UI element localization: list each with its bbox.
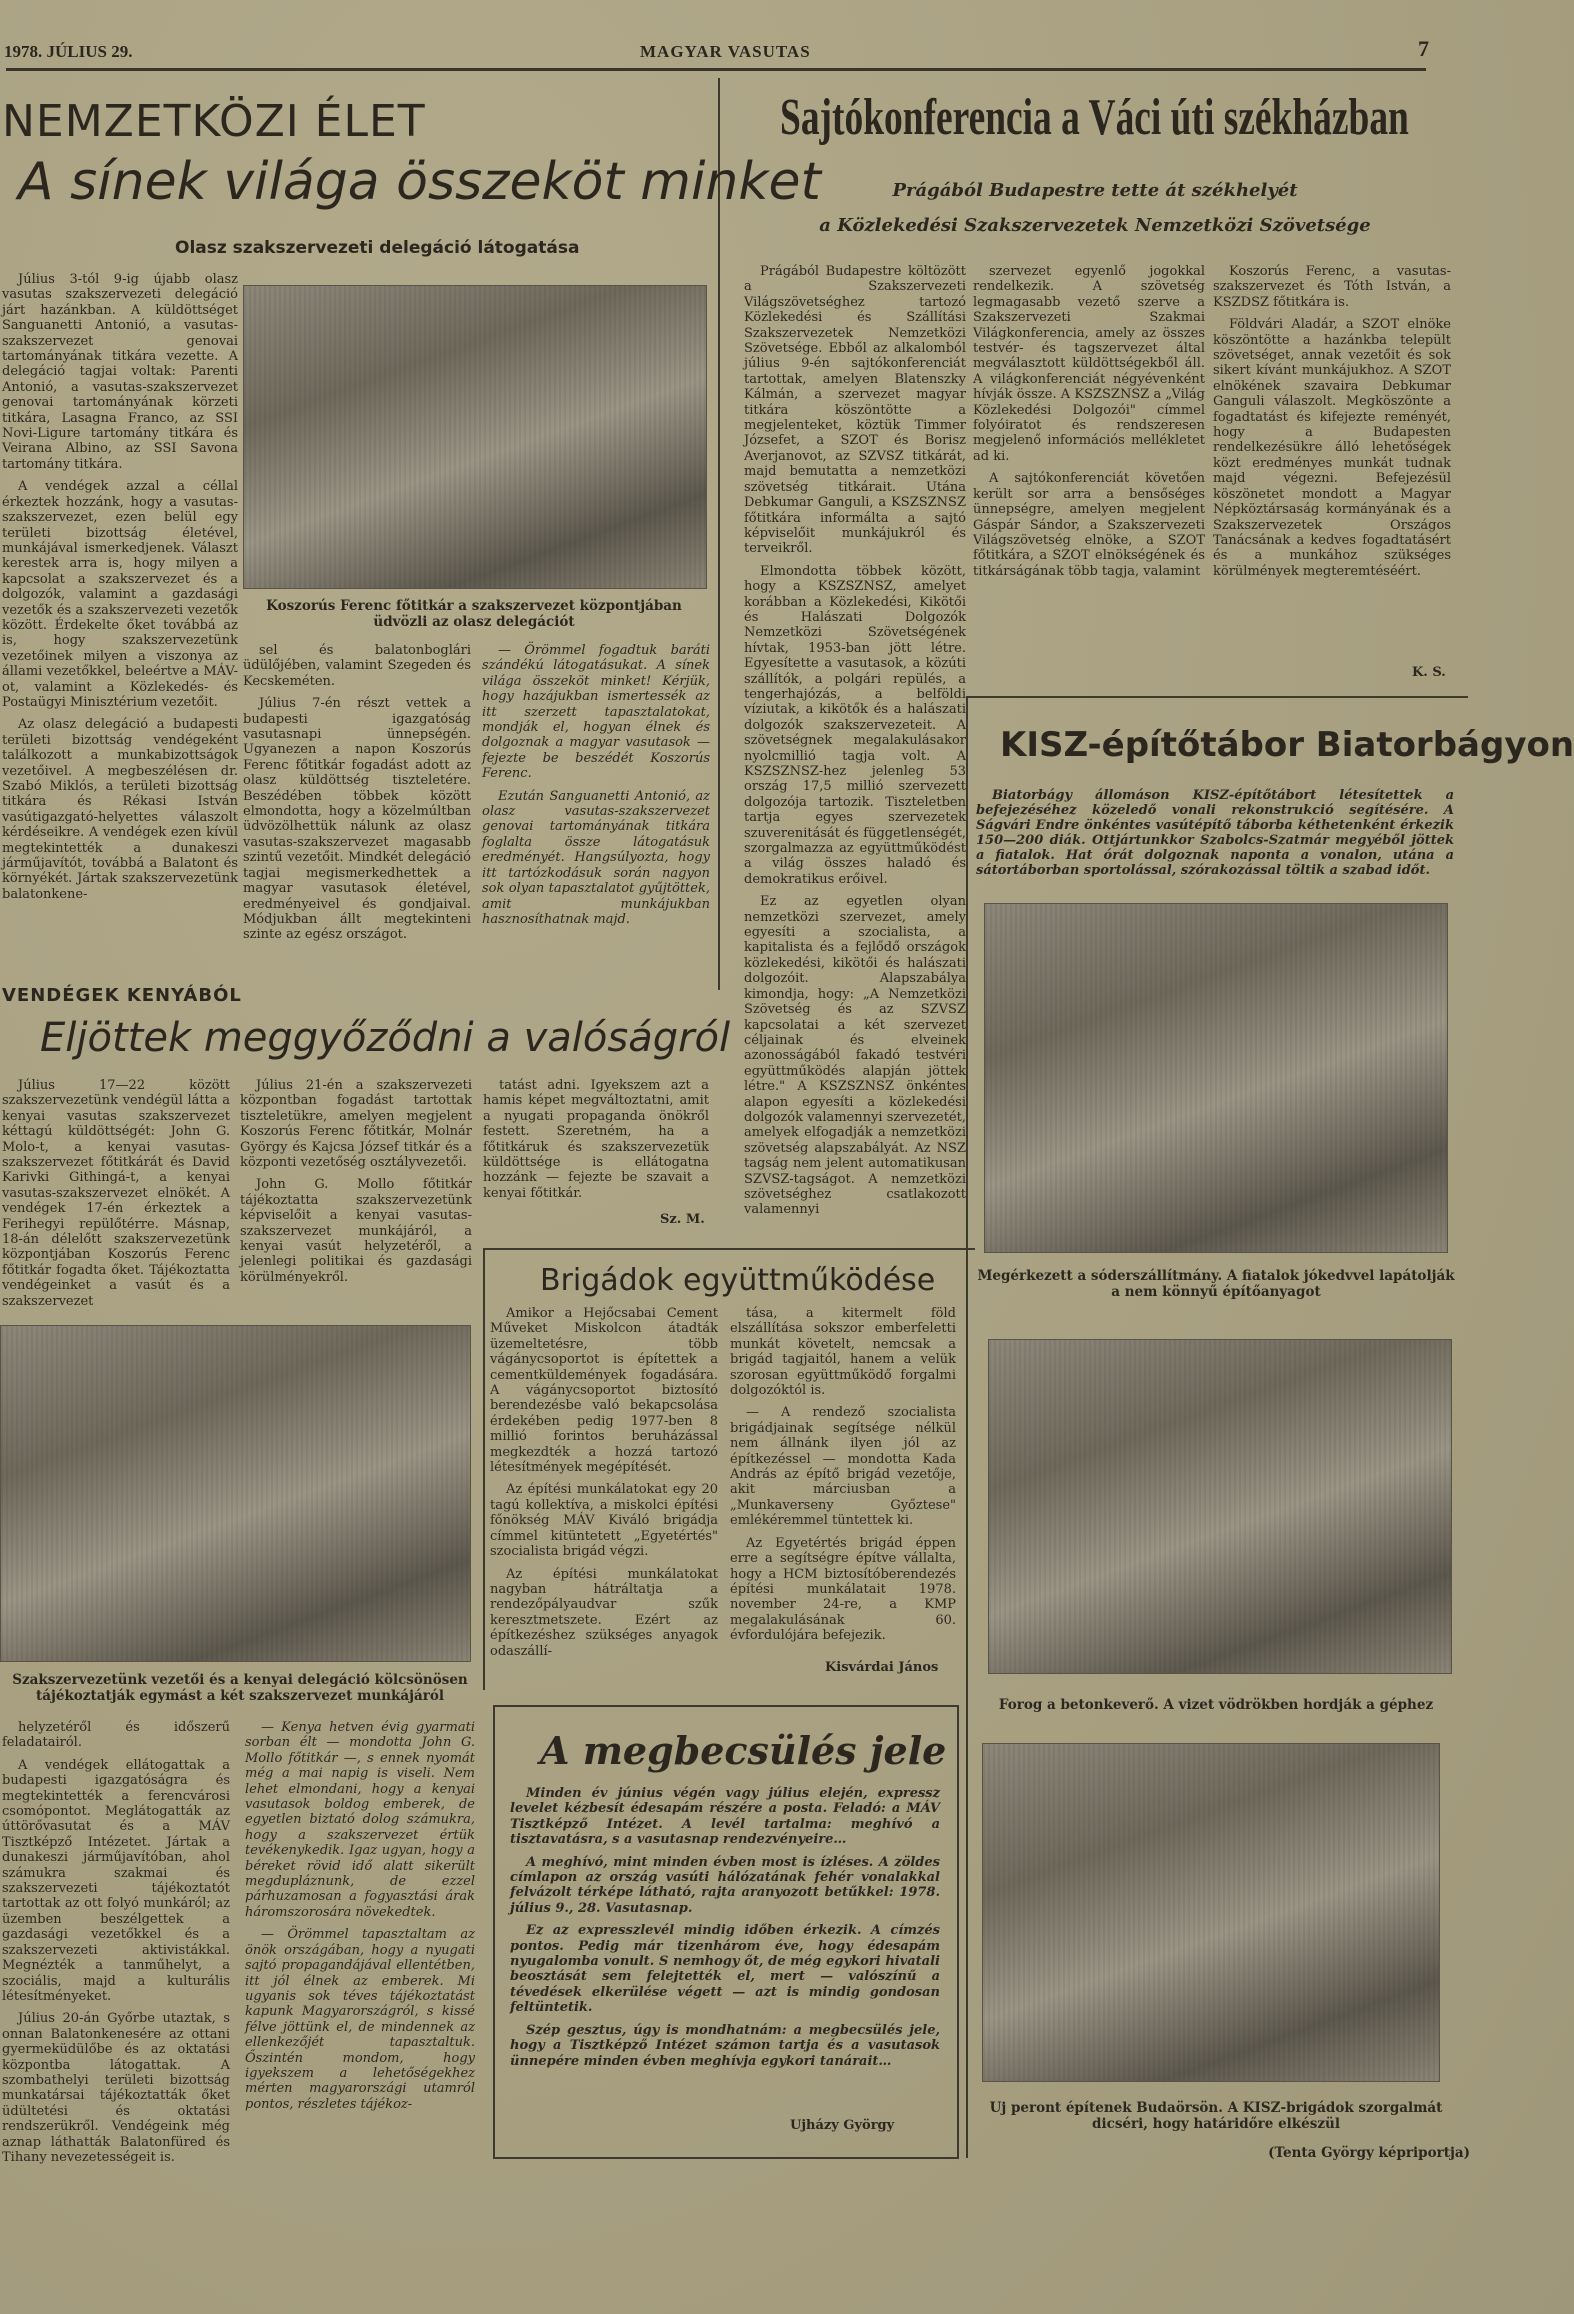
article-intro [976,788,1454,885]
section-heading: VENDÉGEK KENYÁBÓL [2,985,242,1006]
paragraph: Szép gesztus, úgy is mondhatnám: a megbecsülés jele, hogy a Tisztképző Intézet számon tartja és a vasutasok ünnepére minden évben meghívja egykori tanárait… [510,2022,940,2069]
page-number: 7 [1418,36,1429,61]
paragraph: Amikor a Hejőcsabai Cement Műveket Miskolcon átadták üzemeltetésre, több vágánycsoportot is építettek a cementküldemények fogadására. A vágánycsoportot biztosító berendezésbe való bekapcsolása érdekében pedig 1977-ben 8 millió forintos beruházással megkezdték a hozzá tartozó létesítmények megépítését. [490,1306,718,1476]
paragraph: A vendégek ellátogattak a budapesti igazgatóságra és megtekintették a ferencvárosi csomópontot. Meglátogatták az úttörővasutat és a MÁV Tisztképző Intézetet. Jártak a dunakeszi járműjavítóban, ahol számukra szakmai és szakszervezeti tájékoztatót tartottak az ott folyó munkáról; az üzemben beszélgettek a gazdasági vezetőkkel és a szakszervezeti aktivistákkal. Megnézték a tanműhelyt, a szociális, majd a kulturális létesítményeket. [2,1757,230,2004]
article-column [1213,264,1451,586]
issue-date: 1978. JÚLIUS 29. [4,42,133,61]
paragraph: Az építési munkálatokat egy 20 tagú kollektíva, a miskolci építési főnökség MÁV Kiváló brigádja címmel kitüntetett „Egyetértés" szocialista brigád végzi. [490,1482,718,1560]
author-name: Kisvárdai János [825,1660,939,1675]
article-title: A megbecsülés jele [540,1728,947,1773]
article-column [973,264,1205,586]
photo-caption: Szakszervezetünk vezetői és a kenyai delegáció kölcsönösen tájékoztatják egymást a két szakszervezet munkájáról [12,1672,468,1704]
article-title: Sajtókonferencia a Váci úti székházban [780,89,1409,146]
photo-delegation-meeting [243,285,707,589]
masthead-rule [6,68,1426,71]
paragraph: John G. Mollo főtitkár tájékoztatta szakszervezetünk képviselőit a kenyai vasutas-szakszervezet munkájáról, a kenyai vasút helyzetéről, a jelenlegi politikai és gazdasági körülményekről. [240,1177,472,1285]
paragraph: A vendégek azzal a céllal érkeztek hozzánk, hogy a vasutas-szakszervezet, ezen belül egy területi bizottság életével, munkájával ismerkedjenek. Választ kerestek arra is, hogy milyen a kapcsolat a szakszervezet és a dolgozók, valamint a gazdasági vezetők és a szakszervezeti vezetők között. Érdekelte őket továbbá az is, hogy szakszervezetünk vezetőinek milyen a viszonya az állami vezetőkkel, beleértve a MÁV-ot, valamint a Közlekedés- és Postaügyi Minisztérium vezetőit. [2,479,238,710]
paragraph: Július 17—22 között szakszervezetünk vendégül látta a kenyai vasutas szakszervezet kéttagú küldöttségét: John G. Molo-t, a kenyai vasutas-szakszervezet főtitkárát és David Karivki Githingá-t, a kenyai vasutas-szakszervezet elnökét. A vendégek 17-én érkeztek a Ferihegyi repülőtérre. Másnap, 18-án délelőtt szakszervezetünk központjában Koszorús Ferenc főtitkár fogadta őket. Tájékoztatta vendégeinket a vasút és a szakszervezet [2,1078,230,1309]
intro-text: Biatorbágy állomáson KISZ-építőtábort létesítettek a befejezéséhez közeledő vonali rekonstrukció segítésére. A Ságvári Endre önkéntes vasútépítő táborba kéthetenként érkezik 150—200 diák. Ottjártunkkor Szabolcs-Szatmár megyéből jöttek a fiatalok. Hat órát dolgoznak naponta a vonalon, utána a sátortáborban sportolással, szórakozással töltik a szabad időt. [976,788,1454,878]
article-column [744,264,966,1225]
photo-caption: Uj peront építenek Budaörsön. A KISZ-brigádok szorgalmát dicséri, hogy határidőre elkészül [989,2100,1443,2132]
article-column [482,643,710,934]
paragraph: sel és balatonboglári üdülőjében, valamint Szegeden és Kecskeméten. [243,643,471,689]
article-title: A sínek világa összeköt minket [18,152,821,212]
photo-kenyan-delegation [0,1325,471,1662]
paragraph: — A rendező szocialista brigádjainak segítsége nélkül nem állnánk ilyen jól az építkezéssel — mondotta Kada András az építő brigád vezetője, akit márciusban a „Munkaverseny Győztese" emlékéremmel tüntettek ki. [730,1405,956,1529]
photo-concrete-mixer [988,1339,1452,1674]
photo-caption: Koszorús Ferenc főtitkár a szakszervezet központjában üdvözli az olasz delegációt [266,598,682,630]
newspaper-name: MAGYAR VASUTAS [640,42,811,61]
article-title: Eljöttek meggyőződni a valóságról [40,1015,731,1061]
paragraph: Prágából Budapestre költözött a Szakszervezeti Világszövetséghez tartozó Közlekedési és Szállítási Szakszervezetek Nemzetközi Szövetsége. Ebből az alkalomból július 9-én sajtókonferenciát tartottak, amelyen Blatenszky Kálmán, a szervezet magyar titkára köszöntötte a megjelenteket, köztük Timmer Józsefet, a SZOT és Borisz Averjanovot, az SZVSZ titkárát, majd bemutatta a nemzetközi szövetség titkárait. Utána Debkumar Ganguli, a KSZSZNSZ főtitkára informálta a sajtó képviselőit munkájukról és terveikről. [744,264,966,557]
article-column [245,1720,475,2119]
paragraph: tatást adni. Igyekszem azt a hamis képet megváltoztatni, amit a nyugati propaganda önökről festett. Szeretném, ha a főtitkáruk és szakszervezetük küldöttsége is ellátogatna hozzánk — fejezte be szavait a kenyai főtitkár. [483,1078,709,1201]
paragraph: Földvári Aladár, a SZOT elnöke köszöntötte a hazánkba települt szövetséget, annak vezetőit és sok sikert kívánt munkájukhoz. A SZOT elnökének szavaira Debkumar Ganguli válaszolt. Megköszönte a fogadtatást és kifejezte reményét, hogy a Budapesten rendelkezésükre álló lehetőségek közt eredményes munkát tudnak majd végezni. Befejezésül köszönetet mondott a Magyar Népköztársaság kormányának és a Szakszervezetek Országos Tanácsának a kedves fogadtatásért és a munkához szükséges körülmények megteremtéséért. [1213,317,1451,579]
paragraph: tása, a kitermelt föld elszállítása sokszor emberfeletti munkát követelt, nemcsak a brigád tagjaitól, hanem a velük szorosan együttműködő forgalmi dolgozóktól is. [730,1306,956,1399]
paragraph: Az Egyetértés brigád éppen erre a segítségre építve vállalta, hogy a HCM biztosítóberendezés építési munkálatait 1978. november 24-re, a KMP megalakulásának 60. évfordulójára befejezik. [730,1535,956,1644]
article-column [243,643,471,950]
article-column [490,1306,718,1666]
paragraph: A meghívó, mint minden évben most is ízléses. A zöldes címlapon az ország vasúti hálózatának fehér vonalakkal felvázolt térképe látható, rajta aranyozott betűkkel: 1978. július 9., 28. Vasutasnap. [510,1854,940,1916]
paragraph: — Kenya hetven évig gyarmati sorban élt — mondotta John G. Mollo főtitkár —, s ennek nyomát még a mai napig is viseli. Nem lehet elmondani, hogy a kenyai vasutasok boldog emberek, de egyetlen biztató dolog számukra, hogy a szakszervezet értük tevékenykedik. Igaz ugyan, hogy a béreket rövid idő alatt sikerült megdupláznunk, de ezzel párhuzamosan a fogyasztási árak háromszorosára növekedtek. [245,1720,475,1920]
paragraph: Július 21-én a szakszervezeti központban fogadást tartottak tiszteletükre, amelyen megjelent Koszorús Ferenc főtitkár, Molnár György és Kajcsa József titkár és a központi vezetőség osztályvezetői. [240,1078,472,1171]
article-column [2,1078,230,1316]
paragraph: Koszorús Ferenc, a vasutas-szakszervezet és Tóth István, a KSZDSZ főtitkára is. [1213,264,1451,310]
photo-caption: Megérkezett a sóderszállítmány. A fiatalok jókedvvel lapátolják a nem könnyű építőanyagot [977,1268,1455,1300]
paragraph: Ez az egyetlen olyan nemzetközi szervezet, amely egyesíti a szocialista, a kapitalista és a fejlődő országok közlekedési, kikötői és halászati dolgozóit. Alapszabálya kimondja, hogy: „A Nemzetközi Szövetség és az SZVSZ kapcsolatai a két szervezet céljainak és elveinek azonosságából fakadó testvéri együttműködés alapján jöttek létre." A KSZSZNSZ önkéntes alapon egyesíti a közlekedési dolgozók valamennyi szervezetét, amelyek elfogadják a nemzetközi szövetség alapszabályát. Az NSZ tagság nem jelent automatikusan SZVSZ-tagságot. A nemzetközi szövetséghez csatlakozott valamennyi [744,894,966,1218]
paragraph: — Örömmel tapasztaltam az önök országában, hogy a nyugati sajtó propagandájával ellentétben, itt jól élnek az emberek. Mi ugyanis sok téves tájékoztatást kapunk Magyarországról, s kissé félve jöttünk el, de mindennek az ellenkezőjét tapasztaltuk. Őszintén mondom, hogy igyekszem a lehetőségekhez mérten magyarországi utamról pontos, részletes tájékoz- [245,1927,475,2112]
photo-caption: Forog a betonkeverő. A vizet vödrökben hordják a géphez [998,1697,1434,1713]
article-title: Brigádok együttműködése [540,1263,936,1298]
article-subtitle: Olasz szakszervezeti delegáció látogatása [175,238,580,258]
article-column [483,1078,709,1208]
photo-platform-construction [982,1743,1440,2082]
section-heading: NEMZETKÖZI ÉLET [2,96,426,147]
photo-gravel-shoveling [984,903,1448,1253]
article-subtitle: Prágából Budapestre tette át székhelyét [892,180,1298,201]
paragraph: Ez az expresszlevél mindig időben érkezik. A címzés pontos. Pedig már tizenhárom éve, hogy édesapám nyugalomba vonult. S nemhogy őt, de még egykori hivatali beosztását sem felejtették el, mert — valószínű a tévedések elkerülése végett — azt is mindig gondosan feltüntetik. [510,1923,940,2016]
author-name: Ujházy György [790,2118,895,2133]
paragraph: helyzetéről és időszerű feladatairól. [2,1720,230,1751]
paragraph: szervezet egyenlő jogokkal rendelkezik. A szövetség legmagasabb vezető szerve a Szakszervezeti Szakmai Világkonferencia, amely az összes testvér- és tagszervezet által megválasztott küldöttségekből áll. A világkonferenciát négyévenként hívják össze. A KSZSZNSZ a „Világ Közlekedési Dolgozói" címmel folyóiratot és rendszeresen megjelenő információs mellékletet ad ki. [973,264,1205,464]
paragraph: Az olasz delegáció a budapesti területi bizottság vendégeként találkozott a munkabizottságok vezetőivel. A megbeszélésen dr. Szabó Miklós, a területi bizottság titkára és Rékasi István vasútigazgató-helyettes válaszolt kérdéseikre. A vendégek ezen kívül megtekintették a dunakeszi járműjavítót, továbbá a Balatont és környékét. Jártak szakszervezetünk balatonkene- [2,717,238,902]
paragraph: — Örömmel fogadtuk baráti szándékú látogatásukat. A sínek világa összeköt minket! Kérjük, hogy hazájukban ismertessék az itt szerzett tapasztalatokat, mondják el, hogyan élnek és dolgoznak a magyar vasutasok — fejezte be beszédét Koszorús Ferenc. [482,643,710,782]
paragraph: Július 20-án Győrbe utaztak, s onnan Balatonkenesére az ottani gyermeküdülőbe és az oktatási központba látogattak. A szombathelyi területi bizottság munkatársai tájékoztatták őket üdültetési és oktatási rendszerükről. Vendégeink még aznap láthatták Balatonfüred és Tihany nevezetességeit is. [2,2011,230,2165]
paragraph: Július 7-én részt vettek a budapesti igazgatóság vasutasnapi ünnepségén. Ugyanezen a napon Koszorús Ferenc főtitkár fogadást adott az olasz küldöttség tiszteletére. Beszédében többek között elmondotta, hogy a közelmúltban üdvözölhettük nálunk az olasz vasutas-szakszervezet magasabb szintű vezetőit. Mindkét delegáció tagjai megismerkedhettek a magyar vasutasok életével, eredményeivel és gondjaival. Módjukban állt megtekinteni szinte az egész országot. [243,696,471,943]
article-column [240,1078,472,1292]
article-body [510,1786,940,2076]
article-subtitle: a Közlekedési Szakszervezetek Nemzetközi Szövetsége [819,215,1371,236]
paragraph: A sajtókonferenciát követően került sor arra a bensőséges ünnepségre, amelyen megjelent Gáspár Sándor, a Szakszervezeti Világszövetség elnöke, a SZOT főtitkára, a SZOT elnökségének és titkárságának több tagja, valamint [973,471,1205,579]
paragraph: Elmondotta többek között, hogy a KSZSZNSZ, amelyet korábban a Közlekedési, Kikötői és Halászati Dolgozók Nemzetközi Szövetségének hívtak, 1953-ban jött létre. Egyesítette a vasutasok, a közúti szállítók, a polgári repülés, a tengerhajózás, a belföldi víziutak, a kikötők és a halászati dolgozók szakszervezeteit. A szövetségnek megalakulásakor nyolcmillió tagja volt. A KSZSZNSZ-hez jelenleg 53 ország 17,5 millió szervezett dolgozója tartozik. Tiszteletben tartja egyes szervezetek szuverenitását és függetlenségét, szorgalmazza az együttműködést a világ összes haladó és demokratikus erőivel. [744,563,966,887]
column-divider [718,78,720,990]
paragraph: Július 3-tól 9-ig újabb olasz vasutas szakszervezeti delegáció járt hazánkban. A küldöttséget Sanguanetti Antonió, a vasutas-szakszervezet genovai tartományának titkára vezette. A delegáció tagjai voltak: Parenti Antonió, a vasutas-szakszervezet genovai tartományának körzeti titkára, Lasagna Franco, az SSI Novi-Ligure tartomány titkára és Veirana Albino, az SSI Savona tartomány titkára. [2,272,238,472]
paragraph: Minden év június végén vagy július elején, expressz levelet kézbesít édesapám részére a posta. Feladó: a MÁV Tisztképző Intézet. A levél tartalma: meghívó a tisztavatásra, s a vasutasnap rendezvényeire… [510,1786,940,1848]
author-initials: Sz. M. [660,1212,705,1227]
article-column [2,272,238,909]
paragraph: Az építési munkálatokat nagyban hátráltatja a rendezőpályaudvar szűk keresztmetszete. Ezért az építkezéshez szükséges anyagok odaszállí- [490,1566,718,1659]
article-column [2,1720,230,2172]
photo-credit: (Tenta György képriportja) [1268,2145,1470,2161]
article-column [730,1306,956,1651]
paragraph: Ezután Sanguanetti Antonió, az olasz vasutas-szakszervezet genovai tartományának titkára foglalta össze látogatásuk eredményét. Hangsúlyozta, hogy itt tartózkodásuk során nagyon sok olyan tapasztalatot gyűjtöttek, amit munkájukban hasznosíthatnak majd. [482,788,710,927]
author-initials: K. S. [1412,665,1446,680]
article-title: KISZ-építőtábor Biatorbágyon [1000,725,1574,765]
